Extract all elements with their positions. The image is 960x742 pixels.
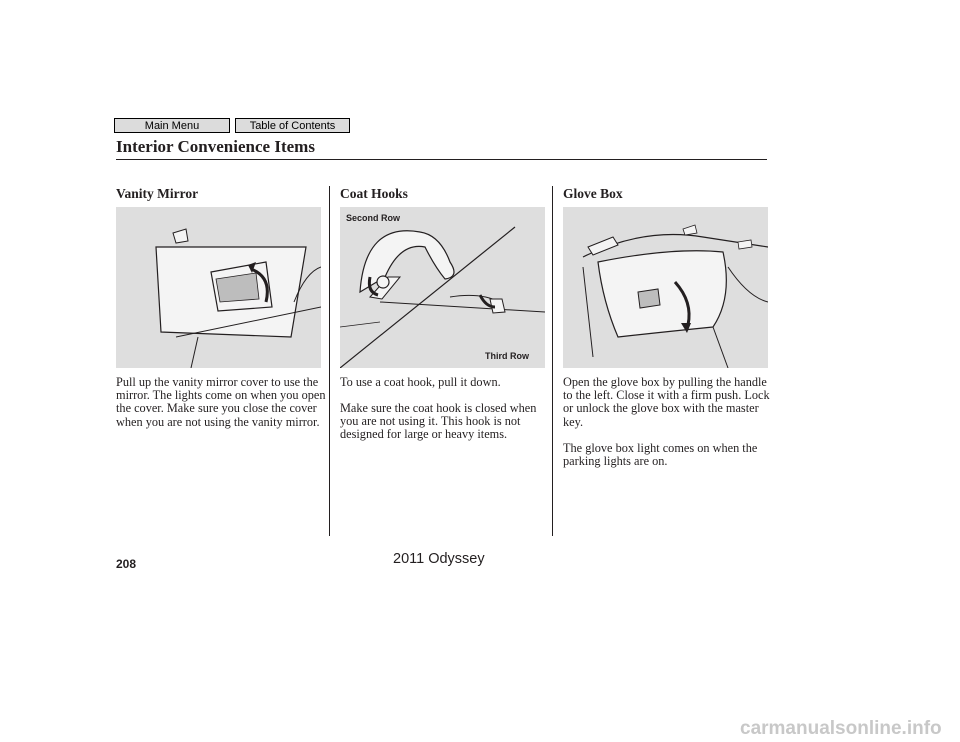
column-divider-left xyxy=(329,186,330,536)
coat-hooks-text-2: Make sure the coat hook is closed when you are not using it. This hook is not designed for large or heavy items. xyxy=(340,401,537,442)
figure-label-third-row: Third Row xyxy=(485,351,529,361)
glove-box-illustration xyxy=(563,207,768,368)
glove-box-text-2: The glove box light comes on when the parking lights are on. xyxy=(563,441,758,469)
glove-box-text-1: Open the glove box by pulling the handle to the left. Close it with a firm push. Lock or unlock the glove box with the master key. xyxy=(563,375,770,429)
heading-coat-hooks: Coat Hooks xyxy=(340,186,408,201)
heading-vanity-mirror: Vanity Mirror xyxy=(116,186,199,201)
coat-hooks-illustration xyxy=(340,207,545,368)
watermark: carmanualsonline.info xyxy=(740,718,942,739)
column-divider-right xyxy=(552,186,553,536)
section-title: Interior Convenience Items xyxy=(116,137,315,156)
nav-button-main-menu[interactable]: Main Menu xyxy=(114,118,230,133)
page-number: 208 xyxy=(116,557,137,571)
heading-glove-box: Glove Box xyxy=(563,186,623,201)
title-rule xyxy=(116,159,767,160)
footer-model: 2011 Odyssey xyxy=(393,551,485,567)
vanity-mirror-text: Pull up the vanity mirror cover to use the mirror. The lights come on when you open the cover. Make sure you close the cover when you are not using the vanity mirror. xyxy=(116,375,326,429)
nav-button-table-of-contents[interactable]: Table of Contents xyxy=(235,118,350,133)
vanity-mirror-illustration xyxy=(116,207,321,368)
figure-label-second-row: Second Row xyxy=(346,213,401,223)
coat-hooks-text-1: To use a coat hook, pull it down. xyxy=(340,375,501,389)
